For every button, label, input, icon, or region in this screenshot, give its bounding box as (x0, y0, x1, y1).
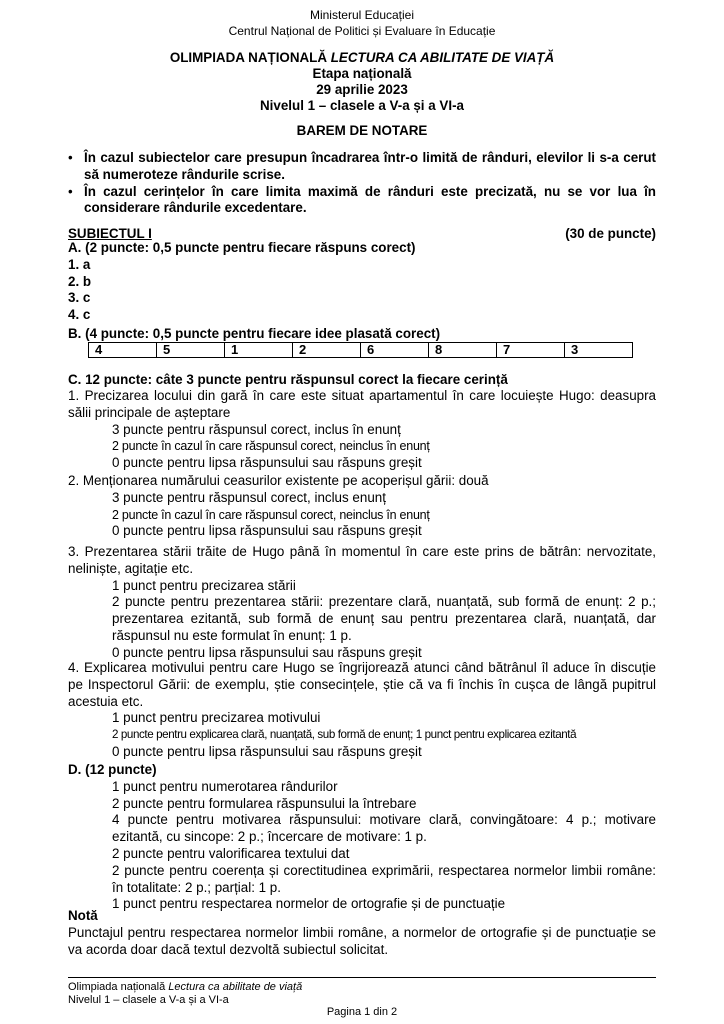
footer-olympiad-italic: Lectura ca abilitate de viață (168, 981, 303, 993)
answer-item: 3. c (68, 290, 91, 306)
score-line: 1 punct pentru respectarea normelor de ortografie și de punctuație (112, 896, 506, 912)
ideas-order-table (88, 342, 633, 358)
answer-item: 1. a (68, 256, 91, 272)
olympiad-title-italic: LECTURA CA ABILITATE DE VIAȚĂ (330, 50, 555, 65)
footer-level: Nivelul 1 – clasele a V-a și a VI-a (68, 994, 229, 1006)
question-1 (68, 388, 656, 472)
footer-olympiad (68, 981, 302, 994)
score-line: 0 puncte pentru lipsa răspunsului sau răspuns greșit (112, 455, 422, 471)
answer-item: 4. c (68, 307, 91, 323)
footer-divider (68, 977, 656, 978)
score-line: 1 punct pentru precizarea motivului (112, 710, 321, 726)
score-line: 0 puncte pentru lipsa răspunsului sau răspuns greșit (112, 743, 422, 759)
question-3-text: 3. Prezentarea stării trăite de Hugo până în momentul în care este prins de bătrân: nervozitate, neliniște, agitație etc. (68, 544, 656, 576)
score-line: 0 puncte pentru lipsa răspunsului sau răspuns greșit (112, 644, 422, 660)
section-a (68, 240, 656, 324)
score-line: 2 puncte în cazul în care răspunsul corect, neinclus în enunț (112, 439, 430, 454)
subject-label: SUBIECTUL I (68, 226, 152, 241)
section-d (68, 762, 656, 913)
page-number: Pagina 1 din 2 (326, 1006, 398, 1018)
instruction-item: • În cazul subiectelor care presupun încadrarea într-o limită de rânduri, elevilor li s-a cerut să numeroteze rândurile scrise. (68, 150, 656, 184)
answer-item: 2. b (68, 273, 92, 289)
question-4-text: 4. Explicarea motivului pentru care Hugo se îngrijorează atunci când bătrânul îl aduce în discuție pe Inspectorul Gării: de exemplu, știe consecințele, știe că va fi închis în cușca de lângă pupitrul acestuia etc. (68, 660, 656, 709)
score-line: 2 puncte pentru prezentarea stării: prezentare clară, nuanțată, sub formă de enunț: 2 p.; prezentarea ezitantă, sub formă de enunț sau pentru prezentarea clară, nuanțată, dar răspunsul nu este formulat în enunț: 1 p. (112, 594, 656, 643)
score-line: 2 puncte pentru coerența și corectitudinea exprimării, respectarea normelor limbii române: în totalitate: 2 p.; parțial: 1 p. (112, 862, 656, 895)
table-cell: 6 (361, 343, 429, 358)
question-1-text: 1. Precizarea locului din gară în care este situat apartamentul în care locuiește Hugo: deasupra sălii principale de așteptare (68, 388, 656, 420)
question-4 (68, 660, 656, 761)
table-cell: 5 (157, 343, 225, 358)
olympiad-title-prefix: OLIMPIADA NAȚIONALĂ (169, 50, 331, 65)
table-cell: 2 (293, 343, 361, 358)
table-cell: 4 (89, 343, 157, 358)
score-line: 2 puncte în cazul în care răspunsul corect, neinclus în enunț (112, 507, 430, 522)
score-line: 2 puncte pentru explicarea clară, nuanțată, sub formă de enunț; 1 punct pentru explicarea ezitantă (112, 728, 577, 742)
section-c-heading: C. 12 puncte: câte 3 puncte pentru răspunsul corect la fiecare cerință (68, 372, 508, 387)
score-line: 2 puncte pentru valorificarea textului dat (112, 845, 350, 861)
instructions-list (68, 150, 656, 217)
score-line: 3 puncte pentru răspunsul corect, inclus enunț (112, 489, 386, 505)
exam-date: 29 aprilie 2023 (316, 82, 408, 97)
question-2-text: 2. Menționarea numărului ceasurilor existente pe acoperișul gării: două (68, 473, 489, 488)
table-cell: 1 (225, 343, 293, 358)
score-line: 4 puncte pentru motivarea răspunsului: motivare clară, convingătoare: 4 p.; motivare ezitantă, cu sincope: 2 p.; încercare de motivare: 1 p. (112, 812, 656, 845)
score-line: 3 puncte pentru răspunsul corect, inclus în enunț (112, 421, 401, 437)
section-a-heading: A. (2 puncte: 0,5 puncte pentru fiecare răspuns corect) (68, 240, 416, 255)
subject-points: (30 de puncte) (565, 226, 656, 241)
score-line: 0 puncte pentru lipsa răspunsului sau răspuns greșit (112, 523, 422, 539)
header-ministry: Ministerul Educației (309, 8, 415, 22)
score-line: 2 puncte pentru formularea răspunsului la întrebare (112, 795, 417, 811)
level: Nivelul 1 – clasele a V-a și a VI-a (260, 98, 464, 113)
score-line: 1 punct pentru numerotarea rândurilor (112, 778, 338, 794)
header-center: Centrul Național de Politici și Evaluare în Educație (228, 24, 496, 38)
stage: Etapa națională (312, 66, 412, 81)
score-line: 1 punct pentru precizarea stării (112, 577, 296, 593)
table-row (89, 343, 633, 358)
olympiad-title (0, 50, 724, 66)
note (68, 908, 656, 958)
barem-heading: BAREM DE NOTARE (296, 123, 428, 138)
question-3 (68, 544, 656, 662)
note-heading: Notă (68, 908, 98, 923)
section-b-heading: B. (4 puncte: 0,5 puncte pentru fiecare idee plasată corect) (68, 326, 441, 341)
note-text: Punctajul pentru respectarea normelor limbii române, a normelor de ortografie și de punctuație se va acorda doar dacă textul dezvoltă subiectul solicitat. (68, 924, 656, 957)
table-cell: 3 (565, 343, 633, 358)
table-cell: 8 (429, 343, 497, 358)
question-2 (68, 473, 656, 540)
section-d-heading: D. (12 puncte) (68, 762, 157, 777)
instruction-item: • În cazul cerințelor în care limita maximă de rânduri este precizată, nu se vor lua în considerare rândurile excedentare. (68, 184, 656, 218)
footer-olympiad-prefix: Olimpiada națională (68, 981, 169, 993)
table-cell: 7 (497, 343, 565, 358)
